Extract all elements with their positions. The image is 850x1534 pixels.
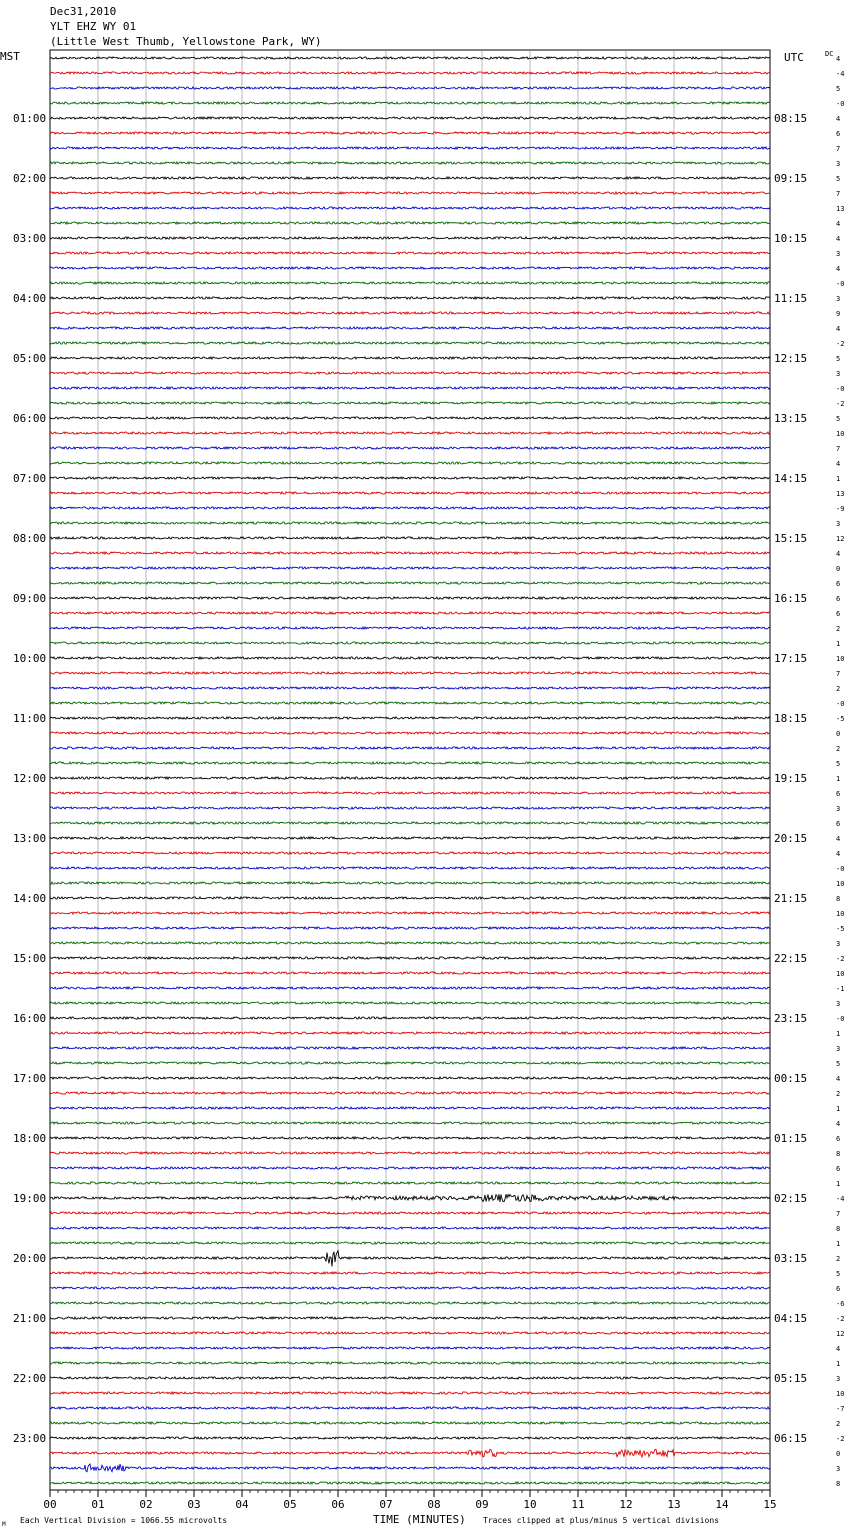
trace-row <box>50 282 770 284</box>
trace-row <box>50 582 770 584</box>
trace-row <box>50 1032 770 1034</box>
right-hour-label: 00:15 <box>774 1072 808 1085</box>
trace-row <box>50 447 770 449</box>
right-hour-label: 10:15 <box>774 232 808 245</box>
trace-row <box>50 1227 770 1229</box>
trace-row <box>50 1287 770 1289</box>
left-hour-label: 19:00 <box>13 1192 47 1205</box>
left-hour-label: 12:00 <box>13 772 47 785</box>
trace-row <box>50 1137 770 1139</box>
trace-row <box>50 1449 770 1457</box>
dc-offset-label: 8 <box>836 1150 841 1158</box>
dc-offset-label: 3 <box>836 295 841 303</box>
dc-offset-label: 1 <box>836 775 841 783</box>
dc-offset-label: 4 <box>836 1120 841 1128</box>
trace-rows <box>50 57 770 1484</box>
trace-row <box>50 1482 770 1484</box>
trace-row <box>50 1047 770 1049</box>
left-hour-label: 15:00 <box>13 952 47 965</box>
right-hour-label: 12:15 <box>774 352 808 365</box>
dc-offset-label: 4 <box>836 235 841 243</box>
trace-row <box>50 897 770 899</box>
left-hour-label: 08:00 <box>13 532 47 545</box>
trace-row <box>50 417 770 419</box>
trace-row <box>50 657 770 659</box>
dc-offset-label: 2 <box>836 1420 841 1428</box>
right-hour-label: 18:15 <box>774 712 808 725</box>
x-tick-label: 15 <box>763 1498 777 1511</box>
dc-offset-label: 6 <box>836 595 841 603</box>
trace-row <box>50 1464 770 1472</box>
dc-offset-label: 6 <box>836 790 841 798</box>
right-hour-label: 08:15 <box>774 112 808 125</box>
clip-note: Traces clipped at plus/minus 5 vertical divisions <box>483 1516 720 1525</box>
right-hour-label: 14:15 <box>774 472 808 485</box>
x-tick-label: 14 <box>715 1498 729 1511</box>
dc-offset-label: 6 <box>836 820 841 828</box>
dc-offset-label: 3 <box>836 160 841 168</box>
trace-row <box>50 1212 770 1214</box>
trace-row <box>50 342 770 344</box>
right-hour-label: 15:15 <box>774 532 808 545</box>
dc-offset-label: 2 <box>836 1090 841 1098</box>
dc-offset-label: 0 <box>836 565 841 573</box>
trace-row <box>50 762 770 764</box>
trace-row <box>50 747 770 749</box>
dc-offset-label: 3 <box>836 250 841 258</box>
trace-row <box>50 1122 770 1124</box>
dc-offset-label: 5 <box>836 760 841 768</box>
trace-row <box>50 267 770 269</box>
dc-offset-label: 1 <box>836 1105 841 1113</box>
trace-row <box>50 1407 770 1409</box>
dc-offset-label: 3 <box>836 1000 841 1008</box>
x-tick-label: 00 <box>43 1498 57 1511</box>
x-tick-label: 07 <box>379 1498 393 1511</box>
trace-row <box>50 57 770 59</box>
dc-offset-label: 5 <box>836 1060 841 1068</box>
x-tick-label: 02 <box>139 1498 153 1511</box>
dc-offset-label: 13 <box>836 205 845 213</box>
dc-offset-label: -0 <box>836 385 845 393</box>
dc-offset-label: 4 <box>836 265 841 273</box>
left-hour-label: 16:00 <box>13 1012 47 1025</box>
dc-offset-label: 7 <box>836 145 841 153</box>
trace-row <box>50 327 770 329</box>
trace-row <box>50 357 770 359</box>
dc-offset-label: 9 <box>836 310 841 318</box>
dc-offset-label: 4 <box>836 325 841 333</box>
trace-row <box>50 567 770 569</box>
dc-offset-label: -2 <box>836 400 845 408</box>
x-tick-label: 10 <box>523 1498 537 1511</box>
trace-row <box>50 492 770 494</box>
scale-note: Each Vertical Division = 1066.55 microvolts <box>20 1516 228 1525</box>
trace-row <box>50 1251 770 1267</box>
right-hour-label: 23:15 <box>774 1012 808 1025</box>
dc-offset-label: 4 <box>836 115 841 123</box>
left-hour-label: 20:00 <box>13 1252 47 1265</box>
trace-row <box>50 1272 770 1274</box>
trace-row <box>50 777 770 779</box>
right-hour-label: 20:15 <box>774 832 808 845</box>
trace-row <box>50 1362 770 1364</box>
trace-row <box>50 732 770 734</box>
left-hour-label: 18:00 <box>13 1132 47 1145</box>
dc-offset-label: 1 <box>836 1360 841 1368</box>
x-axis-title: TIME (MINUTES) <box>373 1513 466 1526</box>
right-hour-label: 11:15 <box>774 292 808 305</box>
right-hour-label: 03:15 <box>774 1252 808 1265</box>
right-hour-label: 09:15 <box>774 172 808 185</box>
dc-offset-label: 12 <box>836 535 845 543</box>
trace-row <box>50 522 770 524</box>
dc-offset-label: -2 <box>836 1315 845 1323</box>
dc-offset-label: -5 <box>836 925 845 933</box>
right-hour-label: 04:15 <box>774 1312 808 1325</box>
dc-offset-label: 3 <box>836 1045 841 1053</box>
left-zone-label: MST <box>0 50 20 63</box>
dc-offset-label: -2 <box>836 340 845 348</box>
trace-row <box>50 432 770 434</box>
right-hour-label: 16:15 <box>774 592 808 605</box>
trace-row <box>50 207 770 209</box>
dc-offset-label: 10 <box>836 970 845 978</box>
trace-row <box>50 1302 770 1304</box>
dc-offset-label: 4 <box>836 550 841 558</box>
left-hour-label: 13:00 <box>13 832 47 845</box>
trace-row <box>50 612 770 614</box>
dc-offset-label: -5 <box>836 715 845 723</box>
x-tick-label: 06 <box>331 1498 345 1511</box>
trace-row <box>50 1167 770 1169</box>
dc-offset-label: 1 <box>836 1240 841 1248</box>
right-hour-label: 02:15 <box>774 1192 808 1205</box>
trace-row <box>50 927 770 929</box>
trace-row <box>50 597 770 599</box>
dc-offset-label: 10 <box>836 655 845 663</box>
dc-offset-label: 1 <box>836 1030 841 1038</box>
left-hour-label: 09:00 <box>13 592 47 605</box>
dc-offset-label: 6 <box>836 130 841 138</box>
right-hour-label: 01:15 <box>774 1132 808 1145</box>
dc-offset-label: -0 <box>836 1015 845 1023</box>
trace-row <box>50 297 770 299</box>
dc-offset-label: 3 <box>836 940 841 948</box>
right-hour-label: 22:15 <box>774 952 808 965</box>
dc-offset-label: 7 <box>836 670 841 678</box>
x-tick-label: 08 <box>427 1498 441 1511</box>
trace-row <box>50 1182 770 1184</box>
dc-offset-label: 6 <box>836 1165 841 1173</box>
dc-offset-label: 4 <box>836 1075 841 1083</box>
dc-offset-label: 7 <box>836 445 841 453</box>
trace-row <box>50 942 770 944</box>
header-location: (Little West Thumb, Yellowstone Park, WY) <box>50 35 322 48</box>
dc-offset-label: 3 <box>836 1375 841 1383</box>
right-hour-label: 06:15 <box>774 1432 808 1445</box>
dc-offset-label: 5 <box>836 85 841 93</box>
trace-row <box>50 507 770 509</box>
dc-offset-label: 8 <box>836 1480 841 1488</box>
trace-row <box>50 252 770 254</box>
dc-offset-label: 4 <box>836 220 841 228</box>
dc-offset-label: 5 <box>836 355 841 363</box>
dc-offset-label: 4 <box>836 850 841 858</box>
left-hour-label: 10:00 <box>13 652 47 665</box>
dc-offset-label: 2 <box>836 1255 841 1263</box>
dc-offset-label: 6 <box>836 580 841 588</box>
trace-row <box>50 1317 770 1319</box>
trace-row <box>50 882 770 884</box>
trace-row <box>50 72 770 74</box>
dc-offset-label: -9 <box>836 505 845 513</box>
trace-row <box>50 672 770 674</box>
left-hour-label: 17:00 <box>13 1072 47 1085</box>
dc-offset-label: 4 <box>836 460 841 468</box>
trace-row <box>50 372 770 374</box>
dc-offset-label: 10 <box>836 430 845 438</box>
dc-offset-label: 2 <box>836 625 841 633</box>
dc-offset-label: 4 <box>836 835 841 843</box>
left-hour-label: 07:00 <box>13 472 47 485</box>
dc-offset-label: 10 <box>836 910 845 918</box>
dc-offset-label: -2 <box>836 1435 845 1443</box>
dc-offset-label: 10 <box>836 1390 845 1398</box>
trace-row <box>50 1392 770 1394</box>
header-date: Dec31,2010 <box>50 5 117 18</box>
dc-offset-label: 6 <box>836 610 841 618</box>
trace-row <box>50 402 770 404</box>
trace-row <box>50 1194 770 1202</box>
trace-row <box>50 1332 770 1334</box>
trace-row <box>50 222 770 224</box>
dc-offset-label: 3 <box>836 520 841 528</box>
right-hour-label: 21:15 <box>774 892 808 905</box>
trace-row <box>50 387 770 389</box>
left-hour-label: 04:00 <box>13 292 47 305</box>
dc-offset-label: 12 <box>836 1330 845 1338</box>
trace-row <box>50 687 770 689</box>
right-hour-label: 05:15 <box>774 1372 808 1385</box>
dc-offset-label: 8 <box>836 895 841 903</box>
trace-row <box>50 87 770 89</box>
trace-row <box>50 1077 770 1079</box>
trace-row <box>50 1107 770 1109</box>
dc-offset-label: 5 <box>836 175 841 183</box>
trace-row <box>50 192 770 194</box>
left-hour-label: 11:00 <box>13 712 47 725</box>
corner-mark: M <box>2 1521 6 1528</box>
trace-row <box>50 132 770 134</box>
trace-row <box>50 1152 770 1154</box>
left-hour-label: 01:00 <box>13 112 47 125</box>
trace-row <box>50 1347 770 1349</box>
trace-row <box>50 117 770 119</box>
trace-row <box>50 1062 770 1064</box>
dc-offset-label: 4 <box>836 55 841 63</box>
trace-row <box>50 1242 770 1244</box>
trace-row <box>50 717 770 719</box>
x-tick-label: 13 <box>667 1498 681 1511</box>
dc-offset-label: 3 <box>836 805 841 813</box>
trace-row <box>50 837 770 839</box>
dc-offset-label: 4 <box>836 1345 841 1353</box>
trace-row <box>50 462 770 464</box>
trace-row <box>50 1422 770 1424</box>
trace-row <box>50 237 770 239</box>
trace-row <box>50 792 770 794</box>
left-hour-label: 03:00 <box>13 232 47 245</box>
dc-offset-label: -7 <box>836 1405 845 1413</box>
dc-offset-label: 7 <box>836 190 841 198</box>
left-hour-label: 23:00 <box>13 1432 47 1445</box>
dc-offset-label: 0 <box>836 1450 841 1458</box>
x-tick-label: 03 <box>187 1498 201 1511</box>
right-hour-label: 19:15 <box>774 772 808 785</box>
trace-row <box>50 552 770 554</box>
trace-row <box>50 1437 770 1439</box>
dc-offset-label: 6 <box>836 1285 841 1293</box>
right-hour-label: 13:15 <box>774 412 808 425</box>
trace-row <box>50 1017 770 1019</box>
x-tick-label: 09 <box>475 1498 489 1511</box>
trace-row <box>50 1377 770 1379</box>
trace-row <box>50 972 770 974</box>
dc-offset-label: 6 <box>836 1135 841 1143</box>
trace-row <box>50 852 770 854</box>
right-hour-label: 17:15 <box>774 652 808 665</box>
dc-offset-label: -1 <box>836 985 845 993</box>
dc-offset-label: 2 <box>836 685 841 693</box>
x-tick-label: 01 <box>91 1498 105 1511</box>
dc-offset-label: -2 <box>836 955 845 963</box>
trace-row <box>50 702 770 704</box>
dc-offset-label: -0 <box>836 700 845 708</box>
left-hour-label: 22:00 <box>13 1372 47 1385</box>
dc-offset-label: 1 <box>836 640 841 648</box>
dc-offset-label: 1 <box>836 1180 841 1188</box>
left-hour-label: 21:00 <box>13 1312 47 1325</box>
dc-offset-label: 8 <box>836 1225 841 1233</box>
left-hour-label: 02:00 <box>13 172 47 185</box>
trace-row <box>50 987 770 989</box>
trace-row <box>50 537 770 539</box>
left-hour-label: 14:00 <box>13 892 47 905</box>
header-station: YLT EHZ WY 01 <box>50 20 137 33</box>
dc-offset-label: 5 <box>836 1270 841 1278</box>
dc-offset-label: -0 <box>836 280 845 288</box>
trace-row <box>50 627 770 629</box>
dc-offset-label: 0 <box>836 730 841 738</box>
trace-row <box>50 312 770 314</box>
x-tick-label: 12 <box>619 1498 633 1511</box>
dc-offset-label: 2 <box>836 745 841 753</box>
dc-offset-label: 5 <box>836 415 841 423</box>
x-tick-label: 05 <box>283 1498 297 1511</box>
trace-row <box>50 1002 770 1004</box>
trace-row <box>50 822 770 824</box>
dc-offset-label: 10 <box>836 880 845 888</box>
trace-row <box>50 477 770 479</box>
trace-row <box>50 1092 770 1094</box>
x-tick-label: 11 <box>571 1498 585 1511</box>
trace-row <box>50 642 770 644</box>
trace-row <box>50 867 770 869</box>
dc-offset-label: 3 <box>836 1465 841 1473</box>
trace-row <box>50 162 770 164</box>
dc-offset-label: 13 <box>836 490 845 498</box>
dc-offset-label: -4 <box>836 1195 845 1203</box>
trace-row <box>50 807 770 809</box>
dc-offset-label: -6 <box>836 1300 845 1308</box>
left-hour-label: 06:00 <box>13 412 47 425</box>
trace-row <box>50 177 770 179</box>
trace-row <box>50 147 770 149</box>
dc-label: DC <box>825 50 834 58</box>
trace-row <box>50 912 770 914</box>
dc-offset-label: -0 <box>836 100 845 108</box>
x-axis <box>43 1490 776 1511</box>
dc-offset-label: -0 <box>836 865 845 873</box>
left-hour-label: 05:00 <box>13 352 47 365</box>
dc-offset-label: 1 <box>836 475 841 483</box>
trace-row <box>50 957 770 959</box>
trace-row <box>50 102 770 104</box>
x-tick-label: 04 <box>235 1498 249 1511</box>
dc-offset-label: 7 <box>836 1210 841 1218</box>
right-zone-label: UTC <box>784 51 804 64</box>
dc-offset-label: 3 <box>836 370 841 378</box>
dc-offset-label: -4 <box>836 70 845 78</box>
